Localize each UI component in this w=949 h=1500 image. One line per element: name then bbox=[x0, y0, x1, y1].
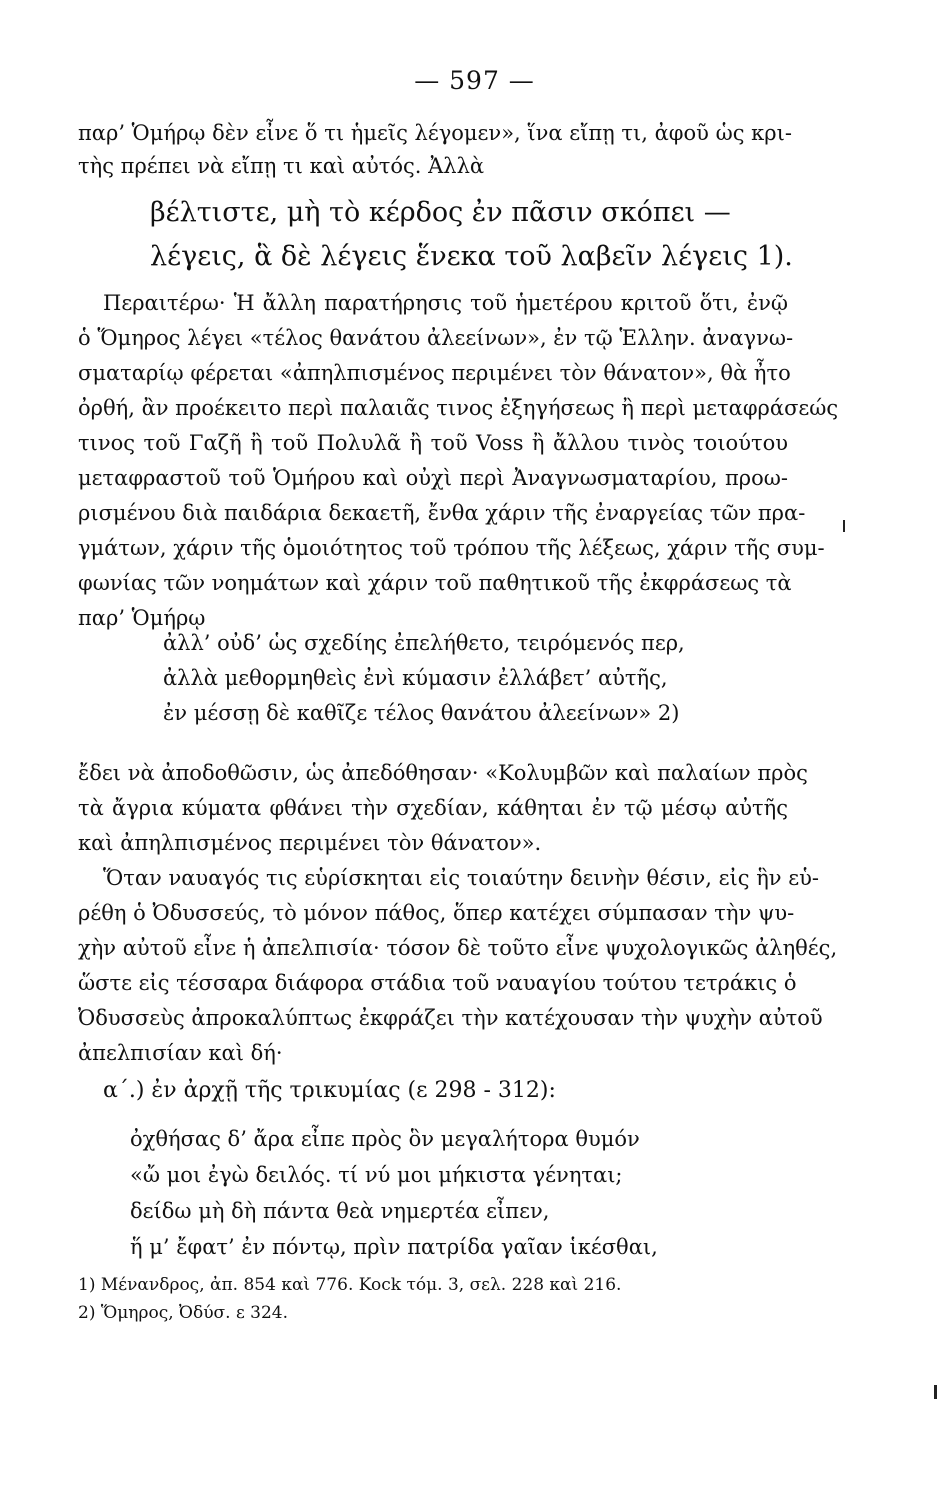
verse-line: λέγεις, ἃ δὲ λέγεις ἕνεκα τοῦ λαβεῖν λέγεις 1). bbox=[150, 241, 793, 272]
text-line: Ὀδυσσεὺς ἀπροκαλύπτως ἐκφράζει τὴν κατέχουσαν τὴν ψυχὴν αὐτοῦ bbox=[78, 1006, 823, 1030]
text-line: παρ’ Ὁμήρῳ bbox=[78, 606, 206, 630]
text-line: α΄.) ἐν ἀρχῇ τῆς τρικυμίας (ε 298 - 312): bbox=[103, 1078, 556, 1103]
verse-line: ἀλλὰ μεθορμηθεὶς ἐνὶ κύμασιν ἐλλάβετ’ αὐτῆς, bbox=[163, 666, 668, 690]
text-line: Περαιτέρω· Ἡ ἄλλη παρατήρησις τοῦ ἡμετέρου κριτοῦ ὅτι, ἐνῷ bbox=[103, 291, 788, 315]
text-line: ὁ Ὅμηρος λέγει «τέλος θανάτου ἀλεείνων», ἐν τῷ Ἑλλην. ἀναγνω- bbox=[78, 326, 794, 350]
text-line: ὥστε εἰς τέσσαρα διάφορα στάδια τοῦ ναυαγίου τούτου τετράκις ὁ bbox=[78, 971, 797, 995]
text-line: ἔδει νὰ ἀποδοθῶσιν, ὡς ἀπεδόθησαν· «Κολυμβῶν καὶ παλαίων πρὸς bbox=[78, 761, 808, 785]
text-line: παρ’ Ὁμήρῳ δὲν εἶνε ὅ τι ἡμεῖς λέγομεν», ἵνα εἴπῃ τι, ἀφοῦ ὡς κρι- bbox=[78, 121, 792, 145]
verse-line: ἐν μέσσῃ δὲ καθῖζε τέλος θανάτου ἀλεείνων» 2) bbox=[163, 701, 680, 725]
text-line: τινος τοῦ Γαζῆ ἢ τοῦ Πολυλᾶ ἢ τοῦ Voss ἢ ἄλλου τινὸς τοιούτου bbox=[78, 431, 788, 455]
verse-line: ἀλλ’ οὐδ’ ὡς σχεδίης ἐπελήθετο, τειρόμενός περ, bbox=[163, 631, 685, 655]
scan-speck bbox=[934, 1385, 937, 1399]
text-line: ἀπελπισίαν καὶ δή· bbox=[78, 1041, 283, 1065]
verse-line: δείδω μὴ δὴ πάντα θεὰ νημερτέα εἶπεν, bbox=[130, 1199, 550, 1223]
text-line: ρισμένου διὰ παιδάρια δεκαετῆ, ἔνθα χάριν τῆς ἐναργείας τῶν πρα- bbox=[78, 501, 806, 525]
text-line: γμάτων, χάριν τῆς ὁμοιότητος τοῦ τρόπου τῆς λέξεως, χάριν τῆς συμ- bbox=[78, 536, 825, 560]
text-line: τὴς πρέπει νὰ εἴπῃ τι καὶ αὐτός. Ἀλλὰ bbox=[78, 154, 485, 178]
footnote: 2) Ὅμηρος, Ὀδύσ. ε 324. bbox=[78, 1303, 289, 1323]
verse-line: βέλτιστε, μὴ τὸ κέρδος ἐν πᾶσιν σκόπει — bbox=[150, 197, 731, 228]
text-line: τὰ ἄγρια κύματα φθάνει τὴν σχεδίαν, κάθηται ἐν τῷ μέσῳ αὐτῆς bbox=[78, 796, 788, 820]
verse-line: ἥ μ’ ἔφατ’ ἐν πόντῳ, πρὶν πατρίδα γαῖαν ἱκέσθαι, bbox=[130, 1235, 658, 1259]
text-line: φωνίας τῶν νοημάτων καὶ χάριν τοῦ παθητικοῦ τῆς ἐκφράσεως τὰ bbox=[78, 571, 792, 595]
text-line: σματαρίῳ φέρεται «ἀπηλπισμένος περιμένει τὸν θάνατον», θὰ ἦτο bbox=[78, 361, 791, 385]
text-line: μεταφραστοῦ τοῦ Ὁμήρου καὶ οὐχὶ περὶ Ἀναγνωσματαρίου, προω- bbox=[78, 466, 788, 490]
verse-line: ὀχθήσας δ’ ἄρα εἶπε πρὸς ὃν μεγαλήτορα θυμόν bbox=[130, 1127, 640, 1151]
text-line: καὶ ἀπηλπισμένος περιμένει τὸν θάνατον». bbox=[78, 831, 542, 855]
page-number: — 597 — bbox=[414, 66, 535, 95]
text-line: ρέθη ὁ Ὀδυσσεύς, τὸ μόνον πάθος, ὅπερ κατέχει σύμπασαν τὴν ψυ- bbox=[78, 901, 795, 925]
footnote: 1) Μένανδρος, ἀπ. 854 καὶ 776. Kock τόμ. 3, σελ. 228 καὶ 216. bbox=[78, 1275, 622, 1295]
text-line: ὀρθή, ἂν προέκειτο περὶ παλαιᾶς τινος ἐξηγήσεως ἢ περὶ μεταφράσεώς bbox=[78, 396, 839, 420]
text-line: χὴν αὐτοῦ εἶνε ἡ ἀπελπισία· τόσον δὲ τοῦτο εἶνε ψυχολογικῶς ἀληθές, bbox=[78, 936, 838, 960]
scan-speck bbox=[843, 520, 845, 532]
verse-line: «ὤ μοι ἐγὼ δειλός. τί νύ μοι μήκιστα γένηται; bbox=[130, 1163, 623, 1187]
text-line: Ὅταν ναυαγός τις εὑρίσκηται εἰς τοιαύτην δεινὴν θέσιν, εἰς ἣν εὑ- bbox=[103, 866, 819, 890]
